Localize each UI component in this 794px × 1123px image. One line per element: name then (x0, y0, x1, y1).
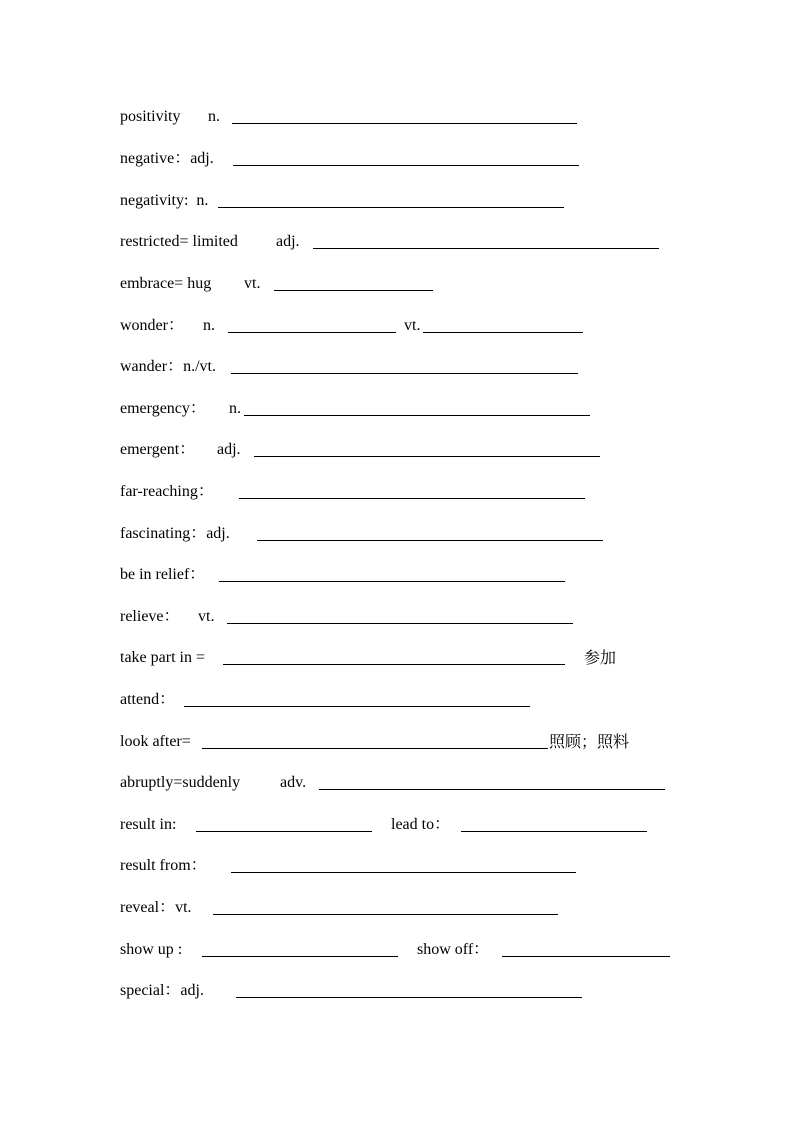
line-term: emergency： (120, 400, 206, 417)
line-term: restricted= limited (120, 233, 238, 250)
line-part-of-speech: adj. (276, 233, 300, 250)
line-term: embrace= hug (120, 275, 212, 292)
answer-blank[interactable] (231, 872, 576, 873)
answer-blank[interactable] (233, 165, 579, 166)
line-term: special：adj. (120, 982, 204, 999)
line-term: fascinating：adj. (120, 525, 230, 542)
answer-blank[interactable] (313, 248, 659, 249)
answer-blank[interactable] (254, 456, 600, 457)
line-term: positivity (120, 108, 181, 125)
line-part-of-speech: adj. (217, 441, 241, 458)
answer-blank[interactable] (219, 581, 565, 582)
line-part-of-speech: vt. (244, 275, 261, 292)
line-term: take part in = (120, 649, 205, 666)
answer-blank[interactable] (227, 623, 573, 624)
answer-blank[interactable] (239, 498, 585, 499)
answer-blank[interactable] (257, 540, 603, 541)
line-term: result from： (120, 857, 207, 874)
answer-blank[interactable] (502, 956, 670, 957)
line-term: show off： (417, 941, 490, 958)
answer-blank[interactable] (461, 831, 647, 832)
line-term: show up : (120, 941, 183, 958)
line-part-of-speech: adv. (280, 774, 307, 791)
line-term: negativity: n. (120, 192, 209, 209)
line-term: negative：adj. (120, 150, 214, 167)
answer-blank[interactable] (202, 748, 548, 749)
line-part-of-speech: vt. (198, 608, 215, 625)
line-part-of-speech: vt. (404, 317, 421, 334)
line-term: look after= (120, 733, 191, 750)
answer-blank[interactable] (202, 956, 398, 957)
answer-blank[interactable] (196, 831, 372, 832)
answer-blank[interactable] (218, 207, 564, 208)
line-term: far-reaching： (120, 483, 214, 500)
line-term: lead to： (391, 816, 451, 833)
answer-blank[interactable] (223, 664, 565, 665)
answer-blank[interactable] (228, 332, 396, 333)
answer-blank[interactable] (319, 789, 665, 790)
line-term: reveal：vt. (120, 899, 192, 916)
answer-blank[interactable] (236, 997, 582, 998)
answer-blank[interactable] (423, 332, 583, 333)
line-term: wonder： (120, 317, 184, 334)
line-part-of-speech: n. (203, 317, 215, 334)
line-term: relieve： (120, 608, 180, 625)
answer-blank[interactable] (244, 415, 590, 416)
line-term: be in relief： (120, 566, 206, 583)
answer-blank[interactable] (231, 373, 578, 374)
line-term: abruptly=suddenly (120, 774, 241, 791)
line-term: attend： (120, 691, 176, 708)
line-translation: 参加 (584, 648, 617, 667)
line-term: result in: (120, 816, 177, 833)
answer-blank[interactable] (232, 123, 577, 124)
line-part-of-speech: n. (229, 400, 241, 417)
line-part-of-speech: n. (208, 108, 220, 125)
answer-blank[interactable] (274, 290, 433, 291)
answer-blank[interactable] (184, 706, 530, 707)
line-term: emergent： (120, 441, 196, 458)
answer-blank[interactable] (213, 914, 558, 915)
line-translation: 照顾；照料 (549, 732, 630, 751)
line-term: wander：n./vt. (120, 358, 216, 375)
